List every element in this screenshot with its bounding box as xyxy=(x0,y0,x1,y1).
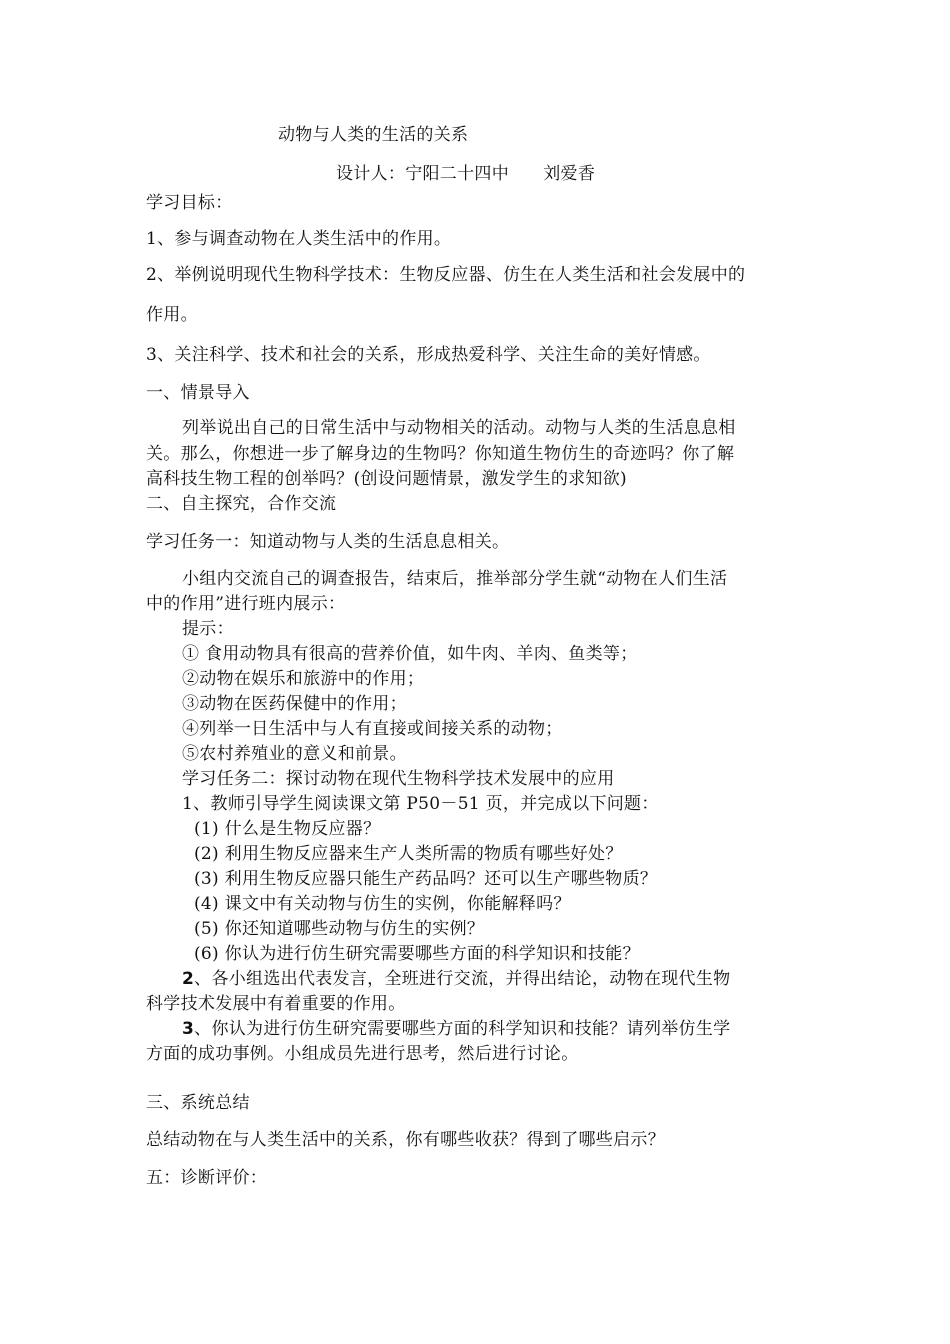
objective-item-2-cont: 作用。 xyxy=(146,305,198,325)
document-title: 动物与人类的生活的关系 xyxy=(278,125,469,145)
task-2-step-3 xyxy=(182,1019,730,1039)
section-3-heading: 三、系统总结 xyxy=(146,1093,250,1113)
question-item: (2) 利用生物反应器来生产人类所需的物质有哪些好处？ xyxy=(194,844,623,864)
question-item: (5) 你还知道哪些动物与仿生的实例？ xyxy=(194,919,485,939)
author-line: 设计人：宁阳二十四中 刘爱香 xyxy=(336,164,596,184)
task-1-paragraph-line: 中的作用”进行班内展示： xyxy=(146,594,346,614)
section-3-text: 总结动物在与人类生活中的关系，你有哪些收获？得到了哪些启示？ xyxy=(146,1130,665,1150)
section-1-paragraph-line: 关。那么，你想进一步了解身边的生物吗？你知道生物仿生的奇迹吗？你了解 xyxy=(146,444,735,464)
question-item: (3) 利用生物反应器只能生产药品吗？还可以生产哪些物质？ xyxy=(194,869,658,889)
task-1-paragraph-line: 小组内交流自己的调查报告，结束后，推举部分学生就“动物在人们生活 xyxy=(182,569,728,589)
hint-label: 提示： xyxy=(182,619,234,639)
objective-item-1: 1、参与调查动物在人类生活中的作用。 xyxy=(146,229,452,249)
hint-item: ②动物在娱乐和旅游中的作用； xyxy=(182,669,425,689)
hint-item: ③动物在医药保健中的作用； xyxy=(182,694,407,714)
question-item: (4) 课文中有关动物与仿生的实例，你能解释吗？ xyxy=(194,894,571,914)
section-1-paragraph-line: 列举说出自己的日常生活中与动物相关的活动。动物与人类的生活息息相 xyxy=(182,418,736,438)
step-text: 、各小组选出代表发言，全班进行交流，并得出结论，动物在现代生物 xyxy=(194,969,731,989)
section-2-heading: 二、自主探究，合作交流 xyxy=(146,494,337,514)
objective-item-2: 2、举例说明现代生物科学技术：生物反应器、仿生在人类生活和社会发展中的 xyxy=(146,265,746,285)
task-2-step-3-cont: 方面的成功事例。小组成员先进行思考，然后进行讨论。 xyxy=(146,1044,579,1064)
section-5-heading: 五：诊断评价： xyxy=(146,1168,268,1188)
step-text: 、你认为进行仿生研究需要哪些方面的科学知识和技能？请列举仿生学 xyxy=(194,1019,731,1039)
section-1-heading: 一、情景导入 xyxy=(146,383,250,403)
task-2-step-2-cont: 科学技术发展中有着重要的作用。 xyxy=(146,994,406,1014)
question-item: (1) 什么是生物反应器？ xyxy=(194,819,381,839)
objective-item-3: 3、关注科学、技术和社会的关系，形成热爱科学、关注生命的美好情感。 xyxy=(146,345,711,365)
task-1-heading: 学习任务一：知道动物与人类的生活息息相关。 xyxy=(146,532,510,552)
task-2-step-1: 1、教师引导学生阅读课文第 P50－51 页，并完成以下问题： xyxy=(182,794,659,814)
section-1-paragraph-line: 高科技生物工程的创举吗？(创设问题情景，激发学生的求知欲) xyxy=(146,469,627,489)
step-number: 2 xyxy=(182,969,195,989)
hint-item: ④列举一日生活中与人有直接或间接关系的动物； xyxy=(182,719,563,739)
question-item: (6) 你认为进行仿生研究需要哪些方面的科学知识和技能？ xyxy=(194,944,640,964)
step-number: 3 xyxy=(182,1019,195,1039)
hint-item: ① 食用动物具有很高的营养价值，如牛肉、羊肉、鱼类等； xyxy=(182,644,638,664)
objectives-heading: 学习目标： xyxy=(146,193,233,213)
task-2-step-2 xyxy=(182,969,730,989)
task-2-heading: 学习任务二：探讨动物在现代生物科学技术发展中的应用 xyxy=(182,769,615,789)
hint-item: ⑤农村养殖业的意义和前景。 xyxy=(182,744,407,764)
